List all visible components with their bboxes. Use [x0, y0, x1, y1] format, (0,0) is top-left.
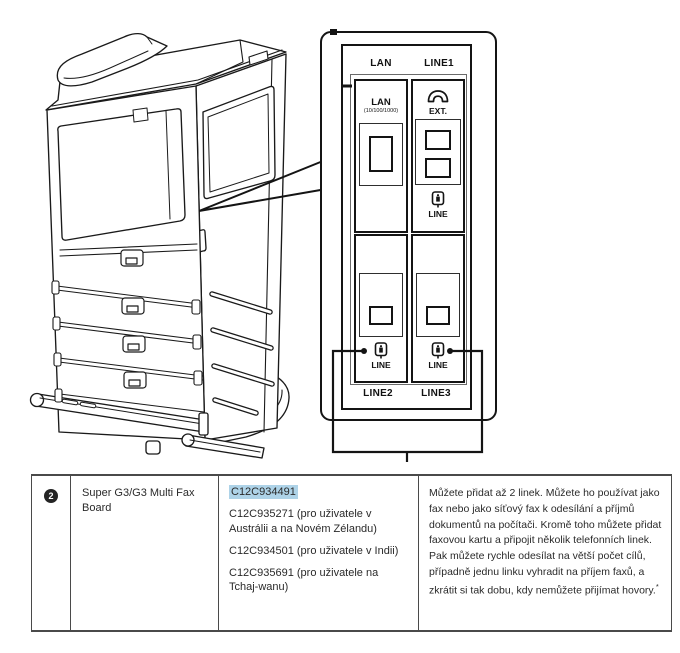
line1-header-label: LINE1: [424, 58, 454, 69]
item-name-cell: [71, 476, 219, 630]
wedge-callout: [199, 162, 321, 211]
phone-jack-icon: [374, 342, 388, 359]
adf-tray: [57, 34, 167, 86]
lan-slot: [354, 79, 408, 233]
line1-port: [425, 158, 451, 178]
line3-slot: [411, 234, 465, 383]
line2-port: [369, 306, 393, 325]
base-rail: [36, 394, 205, 432]
product-code: C12C934501 (pro uživatele v Indii): [229, 544, 399, 557]
line3-line-label: LINE: [428, 360, 448, 370]
lan-slot-label: LAN: [371, 97, 391, 108]
front-door: [58, 109, 185, 240]
corner-post: [199, 413, 208, 435]
drawer-clips: [52, 281, 202, 402]
side-cover: [203, 86, 275, 198]
options-table: [31, 474, 672, 632]
line3-port: [426, 306, 450, 325]
item-number-badge: 2: [44, 489, 58, 503]
line1-slot: [411, 79, 465, 233]
slot-group: [350, 74, 467, 385]
line2-line-label: LINE: [371, 360, 391, 370]
front-face: [47, 86, 205, 440]
product-code: C12C935691 (pro uživatele na Tchaj-wanu): [229, 567, 379, 594]
ports-panel-diagram: [320, 31, 497, 421]
ext-label: EXT.: [429, 106, 447, 116]
line3-footer-label: LINE3: [421, 388, 451, 399]
adf-body: [46, 40, 286, 110]
base-wing: [206, 362, 289, 444]
lan-header-label: LAN: [370, 58, 392, 69]
footnote-asterisk: *: [655, 581, 659, 591]
side-face: [196, 54, 286, 440]
line1-port-block: [415, 119, 461, 185]
ext-port: [425, 130, 451, 150]
item-number-cell: [32, 476, 71, 630]
line3-port-block: [416, 273, 460, 337]
side-latch: [184, 230, 206, 256]
product-codes-cell: [219, 476, 419, 630]
line2-footer-label: LINE2: [363, 388, 393, 399]
product-code: C12C935271 (pro uživatele v Austrálii a na Novém Zélandu): [229, 508, 377, 535]
line2-port-block: [359, 273, 403, 337]
description-cell: [419, 476, 671, 630]
phone-handset-icon: [426, 89, 450, 104]
lan-port: [369, 136, 393, 172]
product-code: C12C934491: [231, 486, 296, 498]
adf-tab: [249, 51, 268, 65]
base-foot: [186, 435, 264, 458]
description-text: Můžete přidat až 2 linek. Můžete ho používat jako fax nebo jako síťový fax k odesílání a příjmů dokumentů na počítači. Kromě toho můžete přidat faxovou kartu a připojit několik telefonních linek. Pak můžete rychle odesílat na větší počet cílů, případně jednu linku vyhradit na příjem faxů, a zkrátit si tak dobu, kdy nemůžete přijímat hovory.: [429, 487, 662, 596]
line1-line-label: LINE: [428, 209, 448, 219]
line2-slot: [354, 234, 408, 383]
drawer-handles: [121, 250, 146, 388]
lan-port-block: [359, 123, 403, 186]
lan-speed-label: (10/100/1000): [363, 108, 399, 114]
phone-jack-icon: [431, 342, 445, 359]
phone-jack-icon: [431, 191, 445, 208]
caster-wheel: [146, 441, 160, 454]
ports-panel-board: [341, 44, 472, 410]
item-name: Super G3/G3 Multi Fax Board: [82, 487, 195, 514]
